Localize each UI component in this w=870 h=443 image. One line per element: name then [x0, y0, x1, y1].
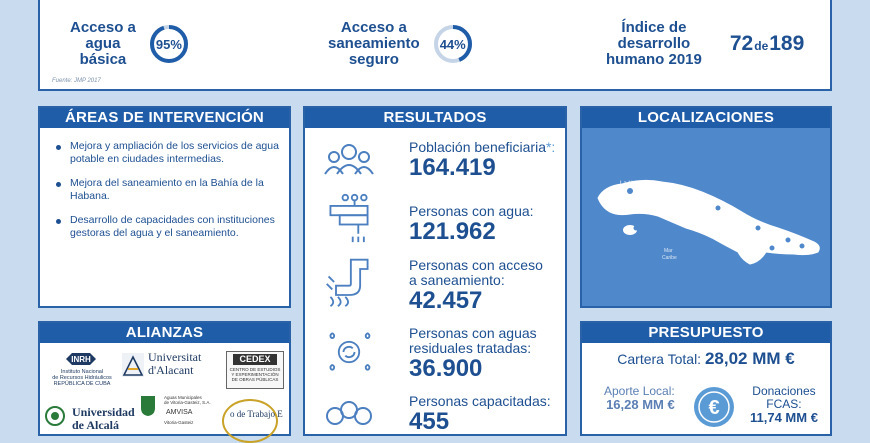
- inrh-caption-line: de Recursos Hidráulicos: [52, 375, 112, 381]
- indicator-water: [70, 20, 190, 68]
- locations-title: LOCALIZACIONES: [582, 108, 830, 128]
- result-row: [305, 256, 565, 322]
- areas-title: ÁREAS DE INTERVENCIÓN: [40, 108, 289, 128]
- list-item: Mejora y ampliación de los servicios de agua potable en ciudades intermedias.: [54, 140, 279, 166]
- budget-local: [604, 385, 675, 412]
- ua-logo-text: [148, 351, 201, 377]
- result-text: [409, 326, 537, 382]
- location-pin: [634, 226, 639, 231]
- sea-label: Caribe: [662, 255, 677, 261]
- sea-label: Mar: [664, 248, 673, 254]
- indicator-hdi-label: [606, 20, 702, 68]
- alliances-title: ALIANZAS: [40, 323, 289, 343]
- indicator-sanitation-label-line: Acceso a: [340, 19, 407, 36]
- amvisa-caption-line: Aguas Municipales: [164, 395, 202, 400]
- budget-local-value: 16,28 MM €: [606, 397, 675, 412]
- indicators-bar: [38, 0, 832, 91]
- sanitation-access-value: 44%: [439, 36, 466, 52]
- indicator-sanitation-label: [328, 20, 420, 68]
- budget-panel: [580, 321, 832, 436]
- result-label: Personas con acceso: [409, 257, 543, 273]
- water-tap-icon: [321, 192, 377, 244]
- locations-panel: [580, 106, 832, 308]
- location-pin: [800, 244, 805, 249]
- indicator-hdi: [606, 20, 804, 68]
- areas-panel: [38, 106, 291, 308]
- trabajo-seal: [222, 399, 283, 443]
- result-text: [409, 258, 543, 314]
- indicator-hdi-label-line: Índice de: [621, 19, 687, 36]
- euro-icon: [690, 383, 738, 431]
- uah-logo-line: Universidad: [72, 405, 135, 419]
- euro-symbol: €: [708, 397, 720, 419]
- cuba-map-svg: [582, 128, 830, 306]
- amvisa-logo-text: AMVISA: [166, 409, 193, 416]
- inrh-logo-text: INRH: [71, 355, 91, 364]
- result-label: Personas capacitadas:: [409, 393, 551, 409]
- sewage-pipe-icon: [321, 256, 377, 308]
- budget-total: [582, 349, 830, 369]
- sanitation-access-ring: [432, 23, 474, 65]
- list-item: Mejora del saneamiento en la Bahía de la Habana.: [54, 177, 279, 203]
- ua-logo-line: Universitat: [148, 350, 202, 364]
- uah-logo-line: de Alcalá: [72, 418, 119, 432]
- budget-fcas-value: 11,74 MM €: [750, 410, 818, 425]
- budget-fcas-label: FCAS:: [766, 397, 802, 411]
- ua-logo-icon: [122, 353, 144, 377]
- cedex-logo-text: CEDEX: [233, 354, 277, 365]
- result-value: 455: [409, 408, 450, 435]
- indicator-water-label-line: Acceso a: [70, 19, 136, 36]
- indicator-water-label-line: agua: [85, 35, 121, 52]
- indicator-sanitation-label-line: seguro: [348, 51, 399, 68]
- cedex-logo-box: [226, 351, 284, 389]
- inrh-logo-shape: [64, 351, 98, 367]
- water-access-ring: [148, 23, 190, 65]
- result-row: [305, 192, 565, 252]
- inrh-caption-line: REPÚBLICA DE CUBA: [53, 381, 111, 387]
- hdi-rank: [730, 32, 804, 56]
- indicator-sanitation: [328, 20, 474, 68]
- alliances-panel: [38, 321, 291, 436]
- result-label: residuales tratadas:: [409, 340, 532, 356]
- location-pin: [770, 246, 775, 251]
- people-training-icon: [321, 390, 377, 442]
- result-value: 164.419: [409, 154, 496, 181]
- location-pin: [786, 238, 791, 243]
- people-group-icon: [321, 136, 377, 188]
- result-text: [409, 204, 534, 245]
- result-row: [305, 136, 565, 192]
- result-row: [305, 326, 565, 386]
- result-text: [409, 140, 555, 181]
- cedex-caption: [227, 367, 283, 382]
- location-pin: [627, 188, 633, 194]
- inrh-caption: [50, 369, 114, 387]
- water-access-value: 95%: [155, 36, 182, 52]
- indicator-water-label-line: básica: [79, 51, 127, 68]
- indicator-hdi-label-line: desarrollo: [617, 35, 691, 52]
- budget-fcas: [750, 385, 818, 425]
- water-treatment-icon: [321, 326, 377, 378]
- budget-total-label: Cartera Total:: [617, 351, 702, 367]
- indicator-hdi-label-line: humano 2019: [606, 51, 702, 68]
- amvisa-city: Vitoria-Gasteiz: [164, 420, 194, 425]
- amvisa-caption: [164, 395, 211, 405]
- indicator-sanitation-label-line: saneamiento: [328, 35, 420, 52]
- result-text: [409, 394, 551, 435]
- amvisa-crest-icon: [140, 395, 156, 417]
- indicator-water-label: [70, 20, 136, 68]
- list-item: Desarrollo de capacidades con instituciones gestoras del agua y el saneamiento.: [54, 214, 279, 240]
- location-pin: [716, 206, 721, 211]
- hdi-rank-total: 189: [769, 32, 805, 55]
- result-label-mark: *:: [545, 139, 556, 155]
- budget-total-value: 28,02 MM €: [704, 349, 795, 368]
- result-label: Personas con agua:: [409, 203, 534, 219]
- result-value: 121.962: [409, 218, 496, 245]
- cuba-map: [582, 128, 830, 306]
- result-label: Personas con aguas: [409, 325, 537, 341]
- cedex-caption-line: Y EXPERIMENTACIÓN: [231, 372, 279, 377]
- location-pin: [756, 226, 761, 231]
- amvisa-caption-line: de Vitoria-Gasteiz, S.A.: [164, 400, 211, 405]
- ua-logo-line: d'Alacant: [148, 363, 194, 377]
- budget-title: PRESUPUESTO: [582, 323, 830, 343]
- inrh-caption-line: Instituto Nacional: [60, 369, 104, 375]
- results-panel: [303, 106, 567, 436]
- budget-fcas-label: Donaciones: [752, 384, 816, 398]
- cedex-caption-line: DE OBRAS PÚBLICAS: [231, 377, 279, 382]
- results-title: RESULTADOS: [305, 108, 565, 128]
- trabajo-seal-text: o de Trabajo E: [230, 409, 283, 419]
- result-value: 36.900: [409, 355, 483, 382]
- result-row: [305, 390, 565, 435]
- city-label: La Habana: [620, 181, 650, 187]
- hdi-rank-of: de: [754, 39, 769, 53]
- result-label-text: Población beneficiaria: [409, 139, 546, 155]
- result-label: [409, 140, 555, 155]
- cedex-caption-line: CENTRO DE ESTUDIOS: [229, 367, 281, 372]
- hdi-rank-value: 72: [729, 32, 754, 55]
- result-value: 42.457: [409, 287, 483, 314]
- result-label: a saneamiento:: [409, 272, 505, 288]
- data-source-note: Fuente: JMP 2017: [52, 78, 101, 84]
- areas-list: [40, 128, 289, 240]
- uah-logo-text: [72, 406, 135, 432]
- budget-local-label: Aporte Local:: [604, 384, 675, 398]
- uah-logo-icon: [44, 405, 66, 427]
